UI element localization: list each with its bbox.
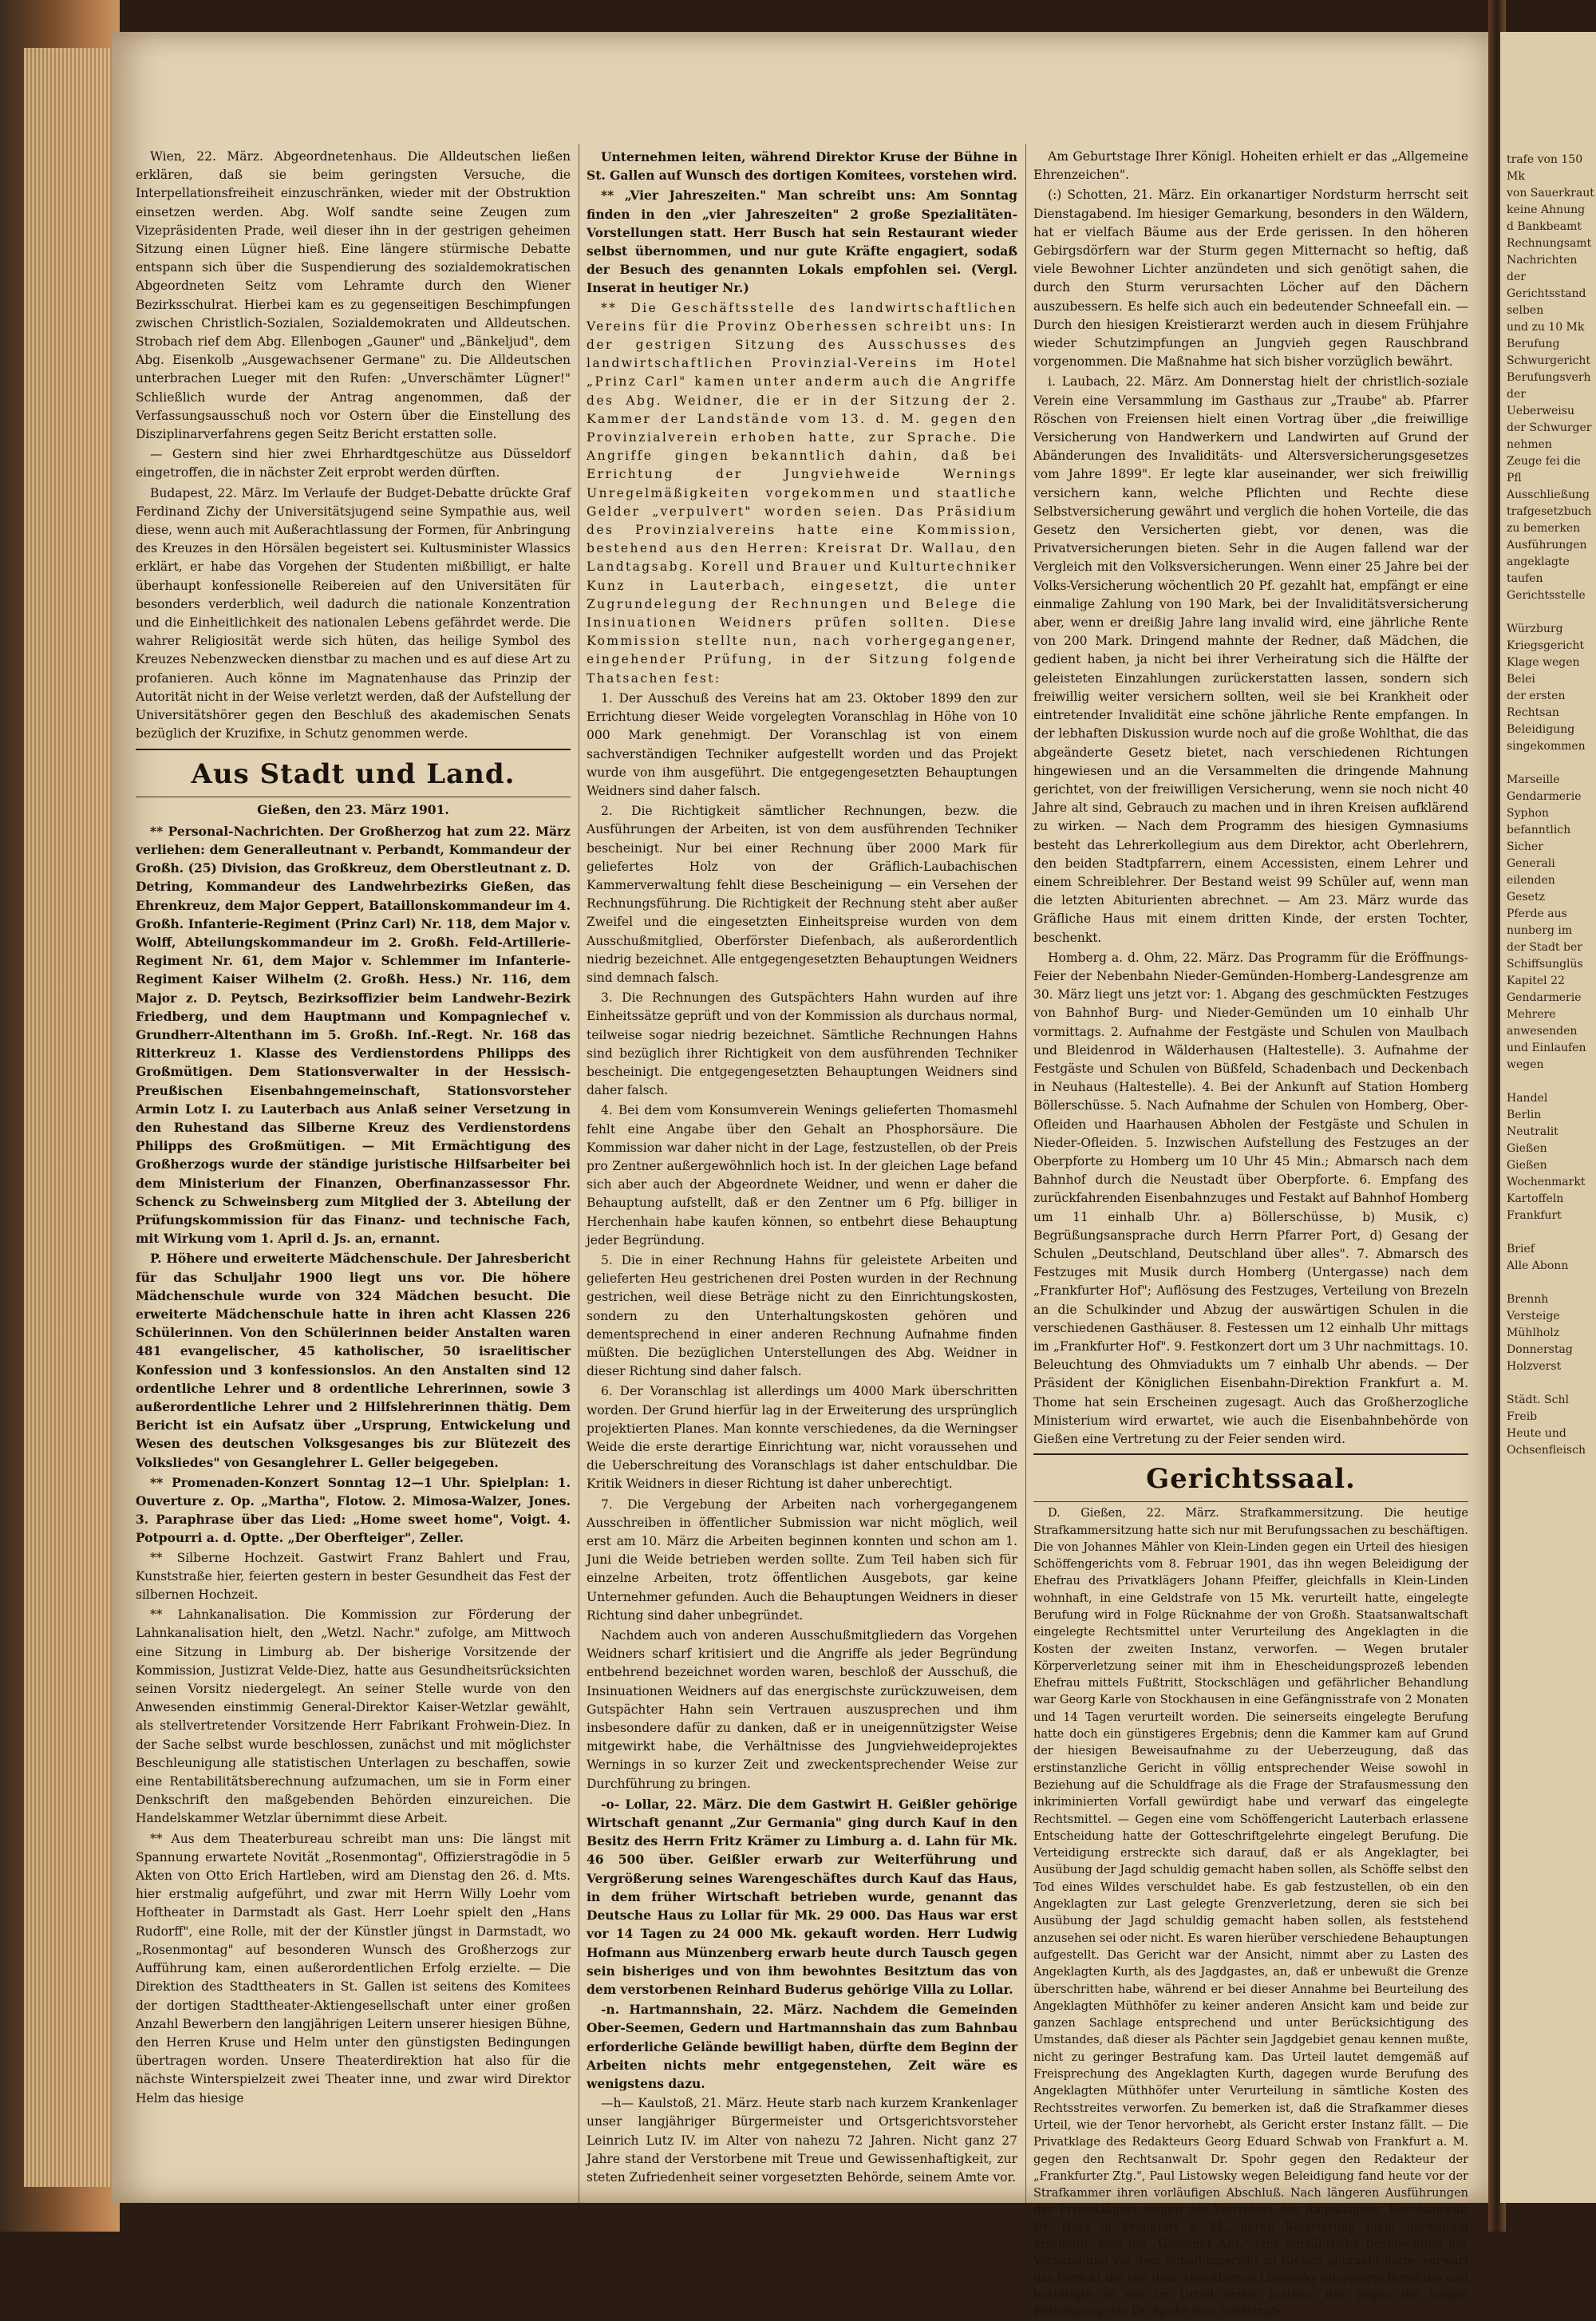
article-lollar: -o- Lollar, 22. März. Die dem Gastwirt H. Geißler gehörige Wirtschaft genannt „Zur Germania" ging durch Kauf in den Besitz des Herrn Fritz Krämer zu Limburg a. d. Lahn für Mk. 46 500 über. Geißler erwarb zur Weiterführung und Vergrößerung seines Warengeschäftes durch Kauf das Haus, in dem früher Wirtschaft betrieben wurde, genannt das Deutsche Haus zu Lollar für Mk. 29 000. Das Haus war erst vor 14 Tagen zu 24 000 Mk. gekauft worden. Herr Ludwig Hofmann aus Münzenberg erwarb heute durch Tausch gegen sein bisheriges und von ihm bewohntes Besitztum das von dem verstorbenen Reinhard Buderus gehörige Villa zu Lollar. [587, 1796, 1017, 1997]
finding-6: 6. Der Voranschlag ist allerdings um 4000 Mark überschritten worden. Der Grund hierfür lag in der Erweiterung des ursprünglich projektierten Planes. Man konnte verschiedenes, da die Werningser Weide die erste derartige Einrichtung war, nicht voraussehen und die Ueberschreitung des Voranschlags ist daher entschuldbar. Die Kritik Weidners in dieser Richtung ist daher unberechtigt. [587, 1384, 1017, 1492]
finding-5: 5. Die in einer Rechnung Hahns für geleistete Arbeiten und gelieferten Heu gestrichenen drei Posten wurden in der Rechnung gestrichen, weil diese Beträge nicht zu den Einrichtungskosten, sondern zu den Unterhaltungskosten gehören und dementsprechend in einer anderen Rechnung Aufnahme finden müßten. Die bezüglichen Unterstellungen des Abg. Weidner in dieser Richtung sind daher falsch. [587, 1252, 1017, 1379]
article-ehrhardt: — Gestern sind hier zwei Ehrhardtgeschütze aus Düsseldorf eingetroffen, die in nächster Zeit erprobt werden dürften. [136, 447, 571, 480]
article-jahreszeiten: ** „Vier Jahreszeiten." Man schreibt uns: Am Sonntag finden in den „vier Jahreszeiten" 2 große Spezialitäten-Vorstellungen statt. Herr Busch hat sein Restaurant wieder selbst übernommen, und nur gute Kräfte engagiert, sodaß der Besuch des genannten Lokals empfohlen sei. (Vergl. Inserat in heutiger Nr.) [587, 188, 1017, 296]
article-kaulstoss: —h— Kaulstoß, 21. März. Heute starb nach kurzem Krankenlager unser langjähriger Bürgermeister und Ortsgerichtsvorsteher Leinrich Lutz IV. im Alter von nahezu 72 Jahren. Nicht ganz 27 Jahre stand der Verstorbene mit Treue und Gewissenhaftigkeit, zur steten Zufriedenheit seiner vorgesetzten Behörde, seinem Amte vor. [587, 2096, 1017, 2185]
article-strafkammer: D. Gießen, 22. März. Strafkammersitzung. Die heutige Strafkammersitzung hatte sich nur mit Berufungssachen zu beschäftigen. Die von Johannes Mähler von Klein-Linden gegen ein Urteil des hiesigen Schöffengerichts vom 8. Februar 1901, das ihn wegen Beleidigung der Ehefrau des Privatklägers Johann Pfeiffer, gleichfalls in Klein-Linden wohnhaft, in eine Geldstrafe von 15 Mk. verurteilt hatte, eingelegte Berufung wird in Folge Rücknahme der von Großh. Staatsanwaltschaft eingelegte Rechtsmittel unter Verurteilung des Angeklagten in die Kosten der zweiten Instanz, verworfen. — Wegen brutaler Körperverletzung seiner mit ihm in Ehescheidungsprozeß lebenden Ehefrau mittels Fußtritt, Stockschlägen und gefährlicher Behandlung war Georg Karle von Stockhausen in eine Gefängnisstrafe von 2 Monaten und 14 Tagen verurteilt worden. Die seinerseits eingelegte Berufung hatte doch ein günstigeres Ergebnis; denn die Kammer kam auf Grund der hiesigen Beweisaufnahme zu der Ueberzeugung, daß das erstinstanzliche Gericht in völlig entsprechender Weise sowohl in Beziehung auf die Schuldfrage als die Frage der Strafausmessung den inkriminierten Vorfall gewürdigt habe und verwarf das eingelegte Rechtsmittel. — Gegen eine vom Schöffengericht Lauterbach erlassene Entscheidung hatte der Gotteschriftgelehrte eingelegt Berufung. Die Verteidigung erstreckte sich darauf, daß er als Angeklagter, bei Ausübung der Jagd schuldig gemacht haben sollen, als Schöffe selbst den Tod eines Wildes verschuldet habe. Es gab festzustellen, ob ein den Angeklagten zur Last gelegte Grenzverletzung, deren sie sich bei Ausübung der Jagd schuldig gemacht haben sollen, als feststehend anzusehen sei oder nicht. Es waren hierüber verschiedene Behauptungen aufgestellt. Das Gericht war der Ansicht, nimmt aber zu Lasten des Angeklagten Kurth, als des Jagdgastes, an, daß er unbewußt die Grenze überschritten habe, während er bei dieser Annahme bei Beurteilung des Angeklagten Müthhöfer zu keiner anderen Ansicht kam und beide zur ganzen Sachlage entsprechend und unter Berücksichtigung des Umstandes, daß dieser als Pächter sein Jagdgebiet genau kennen mußte, nicht zu geringer Bestrafung kam. Das Urteil lautet demgemäß auf Freisprechung des Angeklagten Kurth, dagegen wurde Berufung des Angeklagten Müthhöfer unter Verurteilung in sämtliche Kosten des Rechtsstreites verworfen. Zu bemerken ist, daß die Strafkammer dieses Urteil, wie der Tenor hervorhebt, als Gericht erster Instanz fällt. — Die Privatklage des Redakteurs Georg Eduard Schwab von Frankfurt a. M. gegen den Rechtsanwalt Dr. Spohr gegen den Redakteur der „Frankfurter Ztg.", Paul Listowsky wegen Beleidigung fand heute vor der Strafkammer ihren vorläufigen Abschluß. Nach längeren Ausführungen des Privatklägers wegen des Vertreters des Angeklagten, Rechtsanwalt Dr. Herz in Frankfurt a. M., deren Referierung nicht notwendig erscheint, weil die „Gießener Anz." eine ausführliche Besprechung der Verhandlung vor dem Schöffengericht zu Gießen gebracht hatte, verwarf das Gericht die von dem Angeklagten Listowsky eingelegte Berufung und bestätigte es das im Urteil erster Instanz, das gegen ihn wegen Beleidigung des Dr. Spohr eine Geldstrafe [1033, 1507, 1468, 2319]
article-wien: Wien, 22. März. Abgeordnetenhaus. Die Alldeutschen ließen erklären, daß sie beim geringsten Versuche, die Interpellationsfreiheit einzuschränken, wieder mit der Obstruktion einsetzen werden. Abg. Wolf sandte seine Zeugen zum Vizepräsidenten Prade, weil dieser ihn in der gestrigen geheimen Sitzung einen Lügner hieß. Eine längere stürmische Debatte entspann sich über die Suspendierung des sozialdemokratischen Abgeordneten Seitz vom Lehramte durch den Wiener Bezirksschulrat. Hierbei kam es zu gegenseitigen Beschimpfungen zwischen Christlich-Sozialen, Sozialdemokraten und Alldeutschen. Strobach rief dem Abg. Ellenbogen „Gauner" und „Bänkeljud", dem Abg. Eisenkolb „Ausgewachsener Germane" zu. Die Alldeutschen unterbrachen Lueger mit den Rufen: „Unverschämter Lügner!" Schließlich wurde der Antrag angenommen, daß der Verfassungsausschuß noch vor Ostern über die Einstellung des Disziplinarverfahrens gegen Seitz Bericht erstatten solle. [136, 149, 571, 442]
finding-7: 7. Die Vergebung der Arbeiten nach vorhergegangenem Ausschreiben in öffentlicher Submission war nicht möglich, weil erst am 10. März die Arbeiten beginnen konnten und schon am 1. Juni die Weide betrieben werden sollte. Zum Teil haben sich für einzelne Arbeiten, trotz öffentlichen Ausgebots, gar keine Unternehmer gefunden. Auch die Behauptungen Weidners in dieser Richtung sind daher unbegründet. [587, 1497, 1017, 1623]
article-maedchenschule: P. Höhere und erweiterte Mädchenschule. Der Jahresbericht für das Schuljahr 1900 liegt uns vor. Die höhere Mädchenschule wurde von 324 Mädchen besucht. Die erweiterte Mädchenschule hatte in ihren acht Klassen 226 Schülerinnen. Von den Schülerinnen beider Anstalten waren 481 evangelischer, 45 katholischer, 50 israelitischer Konfession und 3 konfessionslos. An den Anstalten sind 12 ordentliche Lehrer und 8 ordentliche Lehrerinnen, sowie 3 außerordentliche Lehrer und 2 Hilfslehrerinnen thätig. Dem Bericht ist ein Aufsatz über „Ursprung, Entwickelung und Wesen des deutschen Volksgesanges bis zur Blütezeit des Volksliedes" von Gesanglehrer L. Geller beigegeben. [136, 1251, 571, 1470]
finding-4: 4. Bei dem vom Konsumverein Wenings gelieferten Thomasmehl fehlt eine Angabe über den Gehalt an Phosphorsäure. Die Kommission war daher nicht in der Lage, festzustellen, ob der Preis pro Zentner außergewöhnlich hoch ist. In der gleichen Lage befand sich aber auch der Abgeordnete Weidner, und wenn er daher die Behauptung aufstellt, daß er den Zentner um 6 Pfg. billiger in Herchenhain habe kaufen können, so entbehrt diese Behauptung jeder Begründung. [587, 1103, 1017, 1247]
article-landw-verein: ** Die Geschäftsstelle des landwirtschaftlichen Vereins für die Provinz Oberhessen schreibt uns: In der gestrigen Sitzung des Ausschusses des landwirtschaftlichen Provinzial-Vereins im Hotel „Prinz Carl" kamen unter anderm auch die Angriffe des Abg. Weidner, die er in der Sitzung der 2. Kammer der Landstände vom 13. d. M. gegen den Provinzialverein erhoben hatte, zur Sprache. Die Angriffe gingen bekanntlich dahin, daß bei Errichtung der Jungviehweide Wernings Unregelmäßigkeiten vorgekommen und staatliche Gelder „verpulvert" worden seien. Das Präsidium des Provinzialvereins hatte eine Kommission, bestehend aus den Herren: Kreisrat Dr. Wallau, den Landtagsabg. Korell und Brauer und Kulturtechniker Kunz in Lauterbach, eingesetzt, die unter Zugrundelegung der Rechnungen und Belege die Insinuationen Weidners prüfen sollten. Diese Kommission stellte nun, nach vorhergegangener, eingehender Prüfung, in der Sitzung folgende Thatsachen fest: [587, 300, 1017, 686]
article-schotten: (:) Schotten, 21. März. Ein orkanartiger Nordsturm herrscht seit Dienstagabend. Im hiesiger Gemarkung, besonders in den Wäldern, hat er vielfach Bäume aus der Erde gerissen. In den höheren Gebirgsdörfern war der Sturm gegen Mitternacht so heftig, daß viele Bewohner Lichter anzündeten und sich genötigt sahen, die durch den Sturm verursachten Löcher auf den Dächern auszubessern. Es helfe sich auch ein bedeutender Schneefall ein. — Durch den hiesigen Kreistierarzt werden auch in diesem Frühjahre wieder Schutzimpfungen an Jungvieh gegen Rauschbrand vorgenommen. Die Maßnahme hat sich bisher vorzüglich bewährt. [1033, 188, 1468, 370]
column-1 [136, 148, 571, 2223]
finding-1: 1. Der Ausschuß des Vereins hat am 23. Oktober 1899 den zur Errichtung dieser Weide vorgelegten Voranschlag in Höhe von 10 000 Mark genehmigt. Der Voranschlag ist von einem sachverständigen Techniker aufgestellt worden und das Projekt wurde von ihm ausgeführt. Die entgegengesetzten Behauptungen Weidners sind daher falsch. [587, 690, 1017, 798]
facing-page-edge [1500, 32, 1596, 2203]
facing-page-text: trafe von 150 Mk von Sauerkraut keine Ahnung d Bankbeamt Rechnungsamt Nachrichten der Gerichtsstand selben und zu 10 Mk Berufung Schwurgericht Berufungsverh der Ueberweisu der Schwurger nehmen Zeuge fei die Pfl Ausschließung trafgesetzbuch zu bemerken Ausführungen angeklagte taufen Gerichtsstelle Würzburg Kriegsgericht Klage wegen Belei der ersten Rechtsan Beleidigung singekommen Marseille Gendarmerie Syphon befanntlich Sicher Generali eilenden Gesetz Pferde aus nunberg im der Stadt ber Schiffsunglüs Kapitel 22 Gendarmerie Mehrere anwesenden und Einlaufen wegen Handel Berlin Neutralit Gießen Gießen Wochenmarkt Kartoffeln Frankfurt Brief Alle Abonn Brennh Versteige Mühlholz Donnerstag Holzverst Städt. Schl Freib Heute und Ochsenfleisch [1507, 153, 1594, 1457]
section-divider [1033, 1453, 1468, 1455]
article-konzert: ** Promenaden-Konzert Sonntag 12—1 Uhr. Spielplan: 1. Ouverture z. Op. „Martha", Flotow. 2. Mimosa-Walzer, Jones. 3. Paraphrase über das Lied: „Home sweet home", Voigt. 4. Potpourri a. d. Optte. „Der Oberfteiger", Zeller. [136, 1474, 571, 1546]
article-hochzeit: ** Silberne Hochzeit. Gastwirt Franz Bahlert und Frau, Kunststraße hier, feierten gestern in bester Gesundheit das Fest der silbernen Hochzeit. [136, 1550, 571, 1603]
finding-3: 3. Die Rechnungen des Gutspächters Hahn wurden auf ihre Einheitssätze geprüft und von der Kommission als durchaus normal, teilweise sogar niedrig bezeichnet. Sämtliche Rechnungen Hahns sind bezüglich ihrer Richtigkeit von dem ausführenden Techniker bescheinigt. Die entgegengesetzten Behauptungen Weidners sind daher falsch. [587, 990, 1017, 1098]
article-personal: ** Personal-Nachrichten. Der Großherzog hat zum 22. März verliehen: dem Generalleutnant v. Perbandt, Kommandeur der Großh. (25) Division, das Großkreuz, dem Oberstleutnant z. D. Detring, Kommandeur des Landwehrbezirks Gießen, das Ehrenkreuz, dem Major Geppert, Bataillonskommandeur im 4. Großh. Infanterie-Regiment (Prinz Carl) Nr. 118, dem Major v. Wolff, Abteilungskommandeur im 2. Großh. Feld-Artillerie-Regiment Nr. 61, dem Major v. Schlemmer im Infanterie-Regiment Kaiser Wilhelm (2. Großh. Hess.) Nr. 116, dem Major z. D. Peytsch, Bezirksoffizier beim Landwehr-Bezirk Friedberg, und dem Hauptmann und Kompagniechef v. Grundherr-Altenthann im 5. Großh. Inf.-Regt. Nr. 168 das Ritterkreuz 1. Klasse des Verdienstordens Philipps des Großmütigen. Dem Stationsverwalter in der Hessisch-Preußischen Eisenbahngemeinschaft, Stationsvorsteher Armin Lotz I. zu Lauterbach aus Anlaß seiner Versetzung in den Ruhestand das Silberne Kreuz des Verdienstordens Philipps des Großmütigen. — Mit Ermächtigung des Großherzogs wurde der ständige juristische Hilfsarbeiter bei dem Ministerium der Finanzen, Oberfinanzassessor Fhr. Schenck zu Schweinsberg zum Mitglied der 3. Abteilung der Prüfungskommission für das Finanz- und technische Fach, mit Wirkung vom 1. April d. Js. an, ernannt. [136, 823, 571, 1247]
section-title-stadt-land: Aus Stadt und Land. [191, 757, 516, 790]
column-3 [1033, 148, 1468, 2319]
dateline: Gießen, den 23. März 1901. [257, 801, 449, 817]
column-2 [587, 148, 1017, 2223]
article-kaulstoss-cont: Am Geburtstage Ihrer Königl. Hoheiten erhielt er das „Allgemeine Ehrenzeichen". [1033, 149, 1468, 183]
section-divider [1033, 1501, 1468, 1502]
article-theater-cont: Unternehmen leiten, während Direktor Kruse der Bühne in St. Gallen auf Wunsch des dortigen Komitees, vorstehen wird. [587, 149, 1017, 184]
section-divider [136, 749, 571, 750]
book-spine [0, 0, 120, 2232]
page-edges [24, 48, 112, 2187]
article-budapest: Budapest, 22. März. Im Verlaufe der Budget-Debatte drückte Graf Ferdinand Zichy der Universitätsjugend seine Sympathie aus, weil diese, wenn auch mit Außerachtlassung der Formen, für Anbringung des Kreuzes in den Hörsälen begeistert sei. Kultusminister Wlassics erklärt, er habe das Vorgehen der Studenten mißbilligt, er halte überhaupt konfessionelle Reibereien auf den Universitäten für besonders verderblich, weil dadurch die nationale Konzentration und die Einheitlichkeit des nationalen Lebens gefährdet werde. Die wahrer Religiosität werde sich hüten, das heilige Symbol des Kreuzes Nebenzwecken dienstbar zu machen und es auf diese Art zu profanieren. Auch könne im Magnatenhause das Prinzip der Autorität nicht in der Weise verletzt werden, daß der Aufstellung der Universitätshörer gegen den Beschluß des akademischen Senats bezüglich der Kruzifixe, in Schutz genommen werde. [136, 485, 571, 741]
article-hartmannshain: -n. Hartmannshain, 22. März. Nachdem die Gemeinden Ober-Seemen, Gedern und Hartmannshain das zum Bahnbau erforderliche Gelände bewilligt haben, dürfte dem Beginn der Arbeiten nichts mehr entgegenstehen, Zeit wäre es wenigstens dazu. [587, 2002, 1017, 2091]
article-theater: ** Aus dem Theaterbureau schreibt man uns: Die längst mit Spannung erwartete Novität „Rosenmontag", Offizierstragödie in 5 Akten von Otto Erich Hartleben, wird am Dienstag den 26. d. Mts. hier erstmalig aufgeführt, und zwar mit Herrn Willy Loehr vom Hoftheater in Darmstadt als Gast. Herr Loehr spielt den „Hans Rudorff", eine Rolle, mit der der Künstler jüngst in Darmstadt, wo „Rosenmontag" auf besonderen Wunsch des Großherzogs zur Aufführung kam, einen außerordentlichen Erfolg erzielte. — Die Direktion des Stadttheaters in St. Gallen ist seitens des Komitees der dortigen Stadttheater-Aktiengesellschaft unter einer großen Anzahl Bewerbern den langjährigen Leitern unserer hiesigen Bühne, den Herren Kruse und Helm unter den günstigsten Bedingungen übertragen worden. Unsere Theaterdirektion hat also für die nächste Winterspielzeit zwei Theater inne, und zwar wird Direktor Helm das hiesige [136, 1831, 571, 2106]
column-rule [1025, 144, 1026, 2203]
article-laubach: i. Laubach, 22. März. Am Donnerstag hielt der christlich-soziale Verein eine Versammlung im Gasthaus zur „Traube" ab. Pfarrer Röschen von Freiensen hielt einen Vortrag über „die freiwillige Versicherung von Handwerkern und Landwirten auf Grund der Abänderungen des Invaliditäts- und Altersversicherungsgesetzes vom Jahre 1899". Er legte klar auseinander, wer sich freiwillig versichern kann, welche Pflichten und Rechte diese Selbstversicherung gewährt und verglich die hohen Vorteile, die das Gesetz den Versicherten giebt, vor denen, was die Privatversicherungen bieten. Sehr in die Augen fallend war der Vergleich mit den Volksversicherungen. Wenn einer 25 Jahre bei der Volks-Versicherung wöchentlich 20 Pf. gezahlt hat, empfängt er eine einmalige Zahlung von 190 Mark, bei der Invaliditätsversicherung aber, wenn er dreißig Jahre lang invalid wird, eine jährliche Rente von 200 Mark. Dringend mahnte der Redner, daß Mädchen, die gedient haben, ja nicht bei ihrer Verheiratung sich die Hälfte der geleisteten Einzahlungen zurückerstatten lassen, sondern sich freiwillig weiter versichern sollten, weil sie bei Krankheit oder eintretender Invalidität eine schöne jährliche Rente empfangen. In der lebhaften Diskussion wurde noch auf die große Wohlthat, die das abgeänderte Gesetz bietet, nach verschiedenen Richtungen hingewiesen und an die Versammelten die dringende Mahnung gerichtet, von der freiwilligen Versicherung, wenn sie noch nicht 40 Jahre alt sind, Gebrauch zu machen und in ihren Kreisen aufklärend zu wirken. — Nach dem Programm des hiesigen Gymnasiums besteht das Lehrerkollegium aus dem Direktor, acht Oberlehrern, den beiden Stadtpfarrern, einem Accessisten, einem Lehrer und einem Schreiblehrer. Der Bestand weist 99 Schüler auf, wenn man die letzten Abiturienten abrechnet. — Am 23. März wurde das Gräfliche Haus mit einem dritten Kinde, der ersten Tochter, beschenkt. [1033, 374, 1468, 945]
finding-2: 2. Die Richtigkeit sämtlicher Rechnungen, bezw. die Ausführungen der Arbeiten, ist von dem ausführenden Techniker bescheinigt. Nur bei einer Rechnung über 2000 Mark für geliefertes Holz von der Gräflich-Laubachischen Kammerverwaltung fehlt diese Bescheinigung — ein Versehen der Rechnungsführung. Die Richtigkeit der Rechnung steht aber außer Zweifel und die eingesetzten Einheitspreise wurden von dem Ausschußmitglied, Oberförster Diefenbach, als außerordentlich niedrig bezeichnet. Alle entgegengesetzten Behauptungen Weidners sind demnach falsch. [587, 804, 1017, 985]
article-ausschuss: Nachdem auch von anderen Ausschußmitgliedern das Vorgehen Weidners scharf kritisiert und die Angriffe als jeder Begründung entbehrend bezeichnet worden waren, beschloß der Ausschuß, die Insinuationen Weidners auf das energischste zurückzuweisen, dem Gutspächter Hahn sein Vertrauen auszusprechen und ihm insbesondere dafür zu danken, daß er in uneigennützigster Weise mitgewirkt habe, die Verhältnisse des Jungviehweideprojektes Wernings in so kurzer Zeit und zweckentsprechender Weise zur Durchführung zu bringen. [587, 1628, 1017, 1791]
article-lahnkanalisation: ** Lahnkanalisation. Die Kommission zur Förderung der Lahnkanalisation hielt, den „Wetzl. Nachr." zufolge, am Mittwoch eine Sitzung in Limburg ab. Der bisherige Vorsitzende der Kommission, Justizrat Velde-Diez, hatte aus Gesundheitsrücksichten seinen Vorsitz niedergelegt. An seiner Stelle wurde von den Anwesenden einstimmig General-Direktor Kaiser-Wetzlar gewählt, als stellvertretender Vorsitzende Herr Fabrikant Frohwein-Diez. In der Sache selbst wurde beschlossen, zunächst und mit möglichster Beschleunigung alle statistischen Unterlagen zu beschaffen, sowie eine Rentabilitätsberechnung aufzumachen, um sie in Form einer Denkschrift den maßgebenden Behörden einzureichen. Die Handelskammer Wetzlar übernimmt diese Arbeit. [136, 1607, 571, 1826]
article-homberg: Homberg a. d. Ohm, 22. März. Das Programm für die Eröffnungs-Feier der Nebenbahn Nieder-Gemünden-Homberg-Landesgrenze am 30. März liegt uns jetzt vor: 1. Abgang des geschmückten Festzuges von Bahnhof Burg- und Nieder-Gemünden um 10 einhalb Uhr vormittags. 2. Aufnahme der Festgäste und Schulen von Maulbach und Bleidenrod in Wälderhausen (Haltestelle). 3. Aufnahme der Festgäste und Schulen von Büßfeld, Schadenbach und Deckenbach in Neuhaus (Haltestelle). 4. Bei der Ankunft auf Station Homberg Böllerschüsse. 5. Nach Aufnahme der Schulen von Homberg, Ober-Ofleiden und Haarhausen Abholen der Festgäste und Schulen in Nieder-Ofleiden. 5. Inzwischen Aufstellung des Festzuges an der Oberpforte zu Homberg um 10 Uhr 45 Min.; Abmarsch nach dem Bahnhof durch die Neustadt über Oberpforte. 6. Empfang des zurückfahrenden Eisenbahnzuges und Festakt auf Bahnhof Homberg um 11 einhalb Uhr. a) Böllerschüsse, b) Musik, c) Begrüßungsansprache durch Herrn Pfarrer Port, d) Gesang der Schulen „Deutschland, Deutschland über alles". 7. Abmarsch des Festzuges mit Musik durch Homberg (Untergasse) nach dem „Frankfurter Hof"; Auflösung des Festzuges, Verteilung von Brezeln an die Schulkinder und Abzug der auswärtigen Schulen in die verschiedenen Gasthäuser. 8. Festessen um 12 einhalb Uhr mittags im „Frankfurter Hof". 9. Festkonzert dort um 3 Uhr nachmittags. 10. Beleuchtung des Ohmviadukts um 7 einhalb Uhr abends. — Der Präsident der Königlichen Eisenbahn-Direktion Frankfurt a. M. Thome hat sein Erscheinen zugesagt. Auch das Großherzogliche Ministerium wird erwartet, wie auch die Eisenbahnbehörde von Gießen eine Vertretung zu der Feier senden wird. [1033, 950, 1468, 1447]
section-title-gerichtssaal: Gerichtssaal. [1146, 1463, 1356, 1496]
